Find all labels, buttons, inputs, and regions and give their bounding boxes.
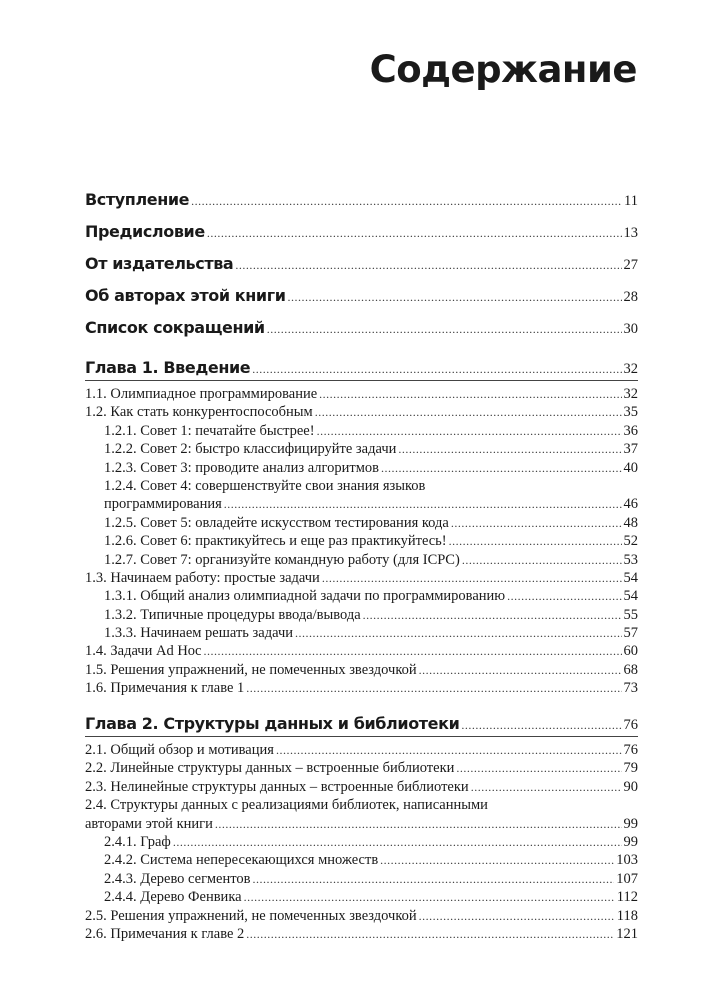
dot-leader [173, 833, 622, 851]
dot-leader [224, 495, 622, 513]
page-number: 32 [623, 386, 638, 402]
toc-entry[interactable] [85, 385, 638, 403]
dot-leader [419, 907, 615, 925]
page-number: 46 [623, 496, 638, 513]
dot-leader [398, 440, 621, 458]
page-number: 32 [623, 361, 638, 377]
dot-leader [267, 313, 622, 344]
toc-label: От издательства [85, 254, 234, 273]
page-number: 35 [623, 404, 638, 421]
toc-label: 1.6. Примечания к главе 1 [85, 680, 245, 697]
toc-label: программирования [104, 496, 222, 513]
toc-label: 1.1. Олимпиадное программирование [85, 386, 318, 402]
toc-label: 1.2.5. Совет 5: овладейте искусством тестирования кода [104, 514, 449, 531]
toc-entry[interactable] [85, 741, 638, 759]
dot-leader [319, 385, 621, 403]
toc-entry[interactable] [85, 759, 638, 777]
toc-label: 1.5. Решения упражнений, не помеченных звездочкой [85, 661, 417, 678]
toc-entry[interactable] [85, 925, 638, 943]
page-number: 76 [623, 742, 638, 758]
toc-entry[interactable] [85, 551, 638, 569]
toc-entry[interactable] [85, 514, 638, 532]
toc-entry[interactable] [85, 248, 638, 280]
toc-label: 2.4.3. Дерево сегментов [104, 870, 251, 887]
page-number: 13 [623, 225, 638, 241]
dot-leader [191, 185, 622, 216]
toc-entry[interactable] [85, 624, 638, 642]
page-number: 57 [623, 625, 638, 642]
front-matter-list [85, 184, 638, 344]
dot-leader [288, 281, 622, 312]
toc-entry[interactable] [85, 870, 638, 888]
dot-leader [207, 217, 622, 248]
page-number: 73 [623, 680, 638, 697]
page-number: 36 [623, 422, 638, 439]
toc-entry[interactable] [85, 422, 638, 440]
dot-leader [419, 661, 622, 679]
chapter-1-section [85, 356, 638, 698]
dot-leader [215, 815, 622, 833]
dot-leader [246, 925, 614, 943]
dot-leader [456, 759, 621, 777]
toc-entry[interactable] [85, 569, 638, 587]
toc-label: Об авторах этой книги [85, 286, 286, 305]
toc-entry[interactable] [85, 532, 638, 550]
toc-entry[interactable] [85, 642, 638, 660]
dot-leader [295, 624, 622, 642]
page-number: 79 [623, 760, 638, 777]
toc-entry-first-line[interactable]: 1.2.4. Совет 4: совершенствуйте свои знания языков [104, 477, 426, 494]
toc-label: 2.4.1. Граф [104, 833, 171, 850]
page-number: 68 [623, 661, 638, 678]
page-number: 37 [623, 441, 638, 458]
toc-entry[interactable] [85, 587, 638, 605]
page-number: 99 [623, 833, 638, 850]
dot-leader [471, 778, 622, 796]
page-number: 11 [624, 193, 638, 209]
toc-label: 1.2.1. Совет 1: печатайте быстрее! [104, 422, 315, 439]
chapter-heading[interactable] [85, 712, 638, 737]
dot-leader [449, 532, 622, 550]
toc-entry[interactable] [85, 888, 638, 906]
page-number: 55 [623, 606, 638, 623]
page-number: 107 [616, 870, 638, 887]
toc-label: 2.1. Общий обзор и мотивация [85, 742, 274, 758]
toc-label: 1.3.2. Типичные процедуры ввода/вывода [104, 606, 361, 623]
toc-label: 1.4. Задачи Ad Hoc [85, 643, 202, 660]
toc-entry-first-line[interactable]: 2.4. Структуры данных с реализациями библиотек, написанными [85, 797, 488, 814]
toc-label: Вступление [85, 190, 190, 209]
toc-label: 1.2.2. Совет 2: быстро классифицируйте задачи [104, 441, 397, 458]
chapter-2-section [85, 712, 638, 943]
chapter-entries [85, 385, 638, 698]
toc-label: 2.5. Решения упражнений, не помеченных звездочкой [85, 907, 417, 924]
toc-label: 2.3. Нелинейные структуры данных – встроенные библиотеки [85, 778, 469, 795]
toc-label: Глава 2. Структуры данных и библиотеки [85, 714, 460, 733]
toc-entry[interactable] [85, 440, 638, 458]
page-number: 30 [623, 321, 638, 337]
page-number: 27 [623, 257, 638, 273]
toc-label: 1.3. Начинаем работу: простые задачи [85, 569, 320, 586]
toc-label: 1.2. Как стать конкурентоспособным [85, 404, 313, 421]
toc-label: Список сокращений [85, 318, 265, 337]
toc-entry[interactable] [85, 495, 638, 513]
page-number: 90 [623, 778, 638, 795]
dot-leader [246, 679, 621, 697]
toc-entry[interactable] [85, 907, 638, 925]
page-number: 40 [623, 459, 638, 476]
dot-leader [244, 888, 615, 906]
dot-leader [507, 587, 621, 605]
toc-label: Предисловие [85, 222, 205, 241]
dot-leader [252, 870, 614, 888]
dot-leader [252, 357, 621, 381]
toc-entry[interactable] [85, 403, 638, 421]
toc-label: 2.4.4. Дерево Фенвика [104, 889, 242, 906]
toc-label: авторами этой книги [85, 815, 213, 832]
page-title: Содержание [369, 48, 637, 91]
dot-leader [235, 249, 621, 280]
page-number: 112 [616, 889, 638, 906]
toc-label: 1.3.1. Общий анализ олимпиадной задачи по программированию [104, 588, 506, 605]
toc-label: Глава 1. Введение [85, 358, 251, 377]
chapter-heading[interactable] [85, 356, 638, 381]
dot-leader [315, 403, 622, 421]
toc-entry[interactable] [85, 280, 638, 312]
dot-leader [462, 551, 622, 569]
toc-entry[interactable] [85, 184, 638, 216]
dot-leader [322, 569, 622, 587]
toc-entry[interactable] [85, 833, 638, 851]
toc-entry[interactable] [85, 216, 638, 248]
dot-leader [380, 851, 614, 869]
page-number: 54 [623, 588, 638, 605]
toc-entry[interactable] [85, 815, 638, 833]
toc-label: 2.2. Линейные структуры данных – встроенные библиотеки [85, 760, 455, 777]
toc-entry[interactable] [85, 679, 638, 697]
page-number: 52 [623, 533, 638, 550]
page-number: 103 [616, 852, 638, 869]
dot-leader [317, 422, 622, 440]
dot-leader [461, 713, 621, 737]
toc-label: 1.2.7. Совет 7: организуйте командную работу (для ICPC) [104, 551, 460, 568]
dot-leader [363, 606, 622, 624]
dot-leader [381, 459, 622, 477]
toc-label: 1.3.3. Начинаем решать задачи [104, 625, 293, 642]
page-number: 48 [623, 514, 638, 531]
toc-label: 2.6. Примечания к главе 2 [85, 925, 245, 942]
toc-entry[interactable] [85, 778, 638, 796]
toc-entry[interactable] [85, 312, 638, 344]
page-number: 54 [623, 569, 638, 586]
page-number: 99 [623, 815, 638, 832]
toc-entry[interactable] [85, 459, 638, 477]
dot-leader [276, 741, 622, 759]
toc-entry[interactable] [85, 851, 638, 869]
page-number: 60 [623, 643, 638, 660]
page-number: 118 [616, 907, 638, 924]
toc-label: 2.4.2. Система непересекающихся множеств [104, 852, 379, 869]
page-number: 121 [616, 925, 638, 942]
toc-label: 1.2.6. Совет 6: практикуйтесь и еще раз практикуйтесь! [104, 533, 447, 550]
chapter-entries [85, 741, 638, 943]
dot-leader [451, 514, 622, 532]
toc-entry[interactable] [85, 606, 638, 624]
dot-leader [204, 642, 622, 660]
page-number: 53 [623, 551, 638, 568]
toc-entry[interactable] [85, 661, 638, 679]
page-number: 28 [623, 289, 638, 305]
page-number: 76 [623, 717, 638, 733]
toc-label: 1.2.3. Совет 3: проводите анализ алгоритмов [104, 459, 379, 476]
